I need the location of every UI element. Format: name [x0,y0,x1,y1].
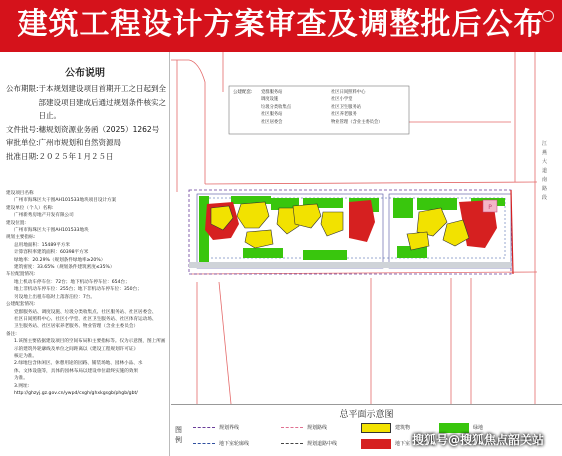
road-label: 江燕大道南路段 [542,141,548,201]
info-line: 建筑密度：33.65%（规划条件建筑密度≤35%） [14,265,115,271]
site-plan-map [171,52,562,404]
map-legend-item: 党群服务站 [261,90,283,95]
info-line: 建设单位（个人）名称: [6,205,54,211]
map-legend-col-2 [331,89,407,126]
notice-block [6,82,168,163]
info-line: 广州市海珠区大干围AH101533地块 [14,228,89,234]
info-line: 核定为准。 [14,353,37,359]
notice-row-unit [6,136,168,150]
info-line: 广州市海珠区大干围AH101533地块项目设计方案 [14,198,117,204]
info-line: 地上非机动车停车位：255台；地下非机动车停车位：350台； [14,287,142,293]
legend-item: 绿地 [473,425,484,431]
info-line: 社区日间照料中心、社区小学堂、社区卫生服务站、社区体育运动场、 [14,316,157,322]
notice-label: 文件批号: [6,124,39,134]
info-line: 3.网址: [14,383,30,389]
share-icon[interactable] [542,10,554,22]
map-legend-col-1 [261,89,321,126]
map-legend-item: 社区居委会 [261,119,283,125]
info-line: 绿地率：20.29%（规划条件绿地率≥20%） [14,257,106,263]
road-strip [189,262,511,268]
info-line: http://ghzyj.gz.gov.cn/ywpd/cxgh/ghxkgsgb/phgb/gbt/ [14,390,138,396]
info-line: 车位配置情况: [6,272,36,278]
info-line: 示的建筑外轮廓线及单位之间距离以《建设工程规划许可证》 [14,346,139,352]
legend-item: 地下室轮廓线 [219,441,250,447]
legend-item: 地下室 [395,441,411,447]
map-legend-item: 社区小学堂 [331,97,353,103]
info-panel [0,52,170,456]
legend-item: 规划道路中线 [307,441,338,447]
info-line: 1.该图主要依据建设项目的空间布局和主要指标等。仅为示意图，图上所画 [14,339,166,345]
notice-label: 审批单位: [6,138,39,147]
info-line: 规划主要指标: [6,235,36,241]
notice-value: 于本规划建设项目首期开工之日起到全部建设项目建成后通过规划条件核实之日止。 [38,84,167,120]
project-info [6,190,166,397]
legend-swatch [361,439,391,449]
legend-item: 建筑物 [395,425,411,431]
info-line: 总用地面积：15489平方米 [14,242,70,248]
notice-label: 批准日期: [6,151,39,161]
notice-title: 公布说明 [65,68,105,79]
notice-row-period [6,82,168,123]
info-line: 建设位置: [6,220,26,226]
map-legend-item: 社区日间照料中心 [331,90,366,95]
info-line: 建设项目名称 [6,191,34,196]
header-banner [0,0,562,52]
notice-row-file [6,123,168,137]
info-line: 广州新秀房地产开发有限公司 [14,213,74,219]
info-line: 党群服务站、调度设施、垃圾分类收集点、社区服务站、社区居委会、 [14,309,157,315]
map-legend-item: 调度设施 [261,97,279,103]
info-line: 备注: [6,331,17,337]
info-line: 为准。 [14,376,28,382]
info-line: 计算容积率建筑面积：60398平方米 [14,250,89,256]
legend-swatch [281,443,303,444]
legend-title: 总平面示意图 [339,410,394,420]
map-legend-item: 社区养老服务 [331,112,357,118]
legend-swatch [281,427,303,428]
map-legend-item: 物业管理（含业主委员会） [331,119,383,125]
info-line: 卫生服务站、社区居家养老服务、物业管理（含业主委员会） [14,324,139,330]
legend-item: 规划路线 [307,425,328,431]
map-legend-item: 社区服务站 [261,112,283,118]
map-legend-item: 社区卫生服务站 [331,104,362,110]
legend-swatch [361,423,391,433]
info-line: 地上机动车停车位：72台；地下机动车停车位：654台； [14,279,130,285]
legend-swatch [193,427,215,428]
info-line: 体、文体设施等，具体的园林布局以建设单位最终实施的效果 [14,368,139,374]
map-legend-item: 垃圾分类收集点 [261,104,292,110]
legend-strip [171,404,562,456]
info-line: 另设地上出租车临时上落客泊位：7台。 [14,294,96,300]
map-legend-title: 公建配套: [233,90,253,95]
legend-item: 规划界线 [219,425,240,431]
pink-box [483,200,497,212]
info-line: 2.绿地包含休闲区、休憩用途的园路、铺装场地、园林小品、水 [14,361,143,367]
notice-value: 穗规划资源业务函（2025）1262号 [38,124,160,134]
notice-value: 广州市规划和自然资源局 [38,138,122,147]
legend-side-label: 图例 [175,426,182,444]
info-line: 公建配套情况: [6,302,36,308]
notice-label: 公布期限: [6,84,39,93]
notice-row-date [6,150,168,164]
legend-swatch [193,443,215,444]
page-title: 建筑工程设计方案审查及调整批后公布 [17,7,545,42]
notice-value: ２０２５年１月２５日 [38,151,114,161]
pink-box-marker: P [488,204,492,211]
watermark: 搜狐号@搜狐焦点韶关站 [411,433,544,447]
